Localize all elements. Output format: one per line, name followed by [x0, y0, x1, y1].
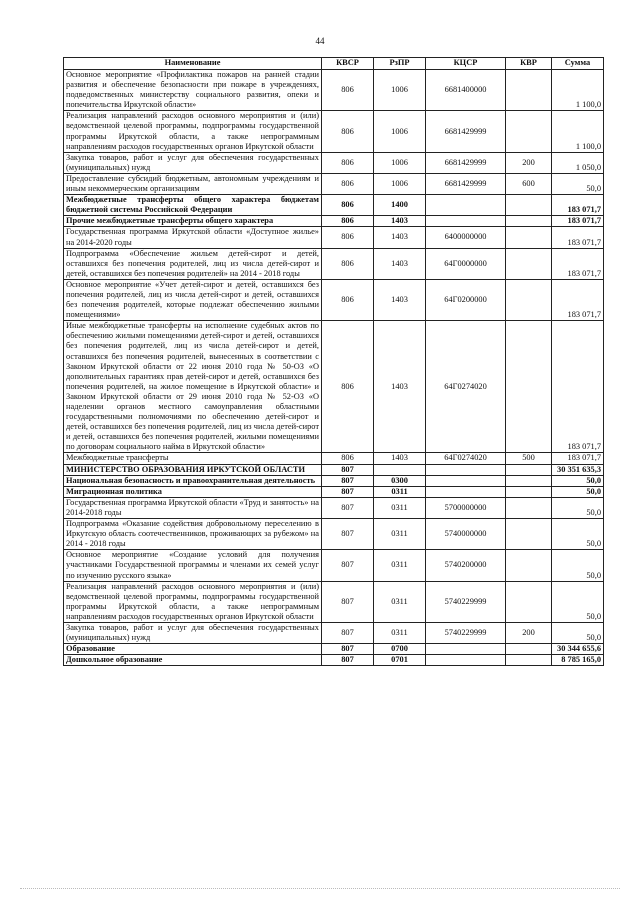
cell-kvr — [506, 519, 552, 550]
cell-name: Государственная программа Иркутской области «Труд и занятость» на 2014-2018 годы — [64, 497, 322, 518]
table-row — [64, 550, 604, 581]
cell-kcsr: 6681429999 — [426, 111, 506, 152]
header-kvr: КВР — [506, 58, 552, 70]
table-body — [64, 70, 604, 666]
table-row — [64, 497, 604, 518]
cell-kcsr: 64Г0274020 — [426, 453, 506, 464]
table-row — [64, 195, 604, 216]
cell-kvsr: 806 — [322, 111, 374, 152]
table-row — [64, 227, 604, 248]
header-name: Наименование — [64, 58, 322, 70]
cell-kcsr — [426, 644, 506, 655]
cell-sum: 50,0 — [552, 486, 604, 497]
table-row — [64, 279, 604, 320]
cell-kvr — [506, 486, 552, 497]
table-row — [64, 581, 604, 622]
cell-kcsr — [426, 475, 506, 486]
cell-name: Реализация направлений расходов основного мероприятия и (или) ведомственной целевой программы, подпрограммы государственной программы Иркутской области, а также непрограммным направлениям расходов государственных органов Иркутской области — [64, 581, 322, 622]
cell-kvsr: 807 — [322, 475, 374, 486]
cell-rzpr: 1403 — [374, 227, 426, 248]
cell-rzpr: 1006 — [374, 111, 426, 152]
cell-name: Миграционная политика — [64, 486, 322, 497]
cell-rzpr: 0311 — [374, 550, 426, 581]
cell-name: Подпрограмма «Оказание содействия добровольному переселению в Иркутскую область соотечественников, проживающих за рубежом» на 2014 - 2018 годы — [64, 519, 322, 550]
cell-kcsr: 6681429999 — [426, 173, 506, 194]
cell-rzpr: 1403 — [374, 321, 426, 453]
cell-kcsr: 5740229999 — [426, 581, 506, 622]
cell-kcsr: 64Г0274020 — [426, 321, 506, 453]
cell-name: Иные межбюджетные трансферты на исполнение судебных актов по обеспечению жилыми помещениями детей-сирот и детей, оставшихся без попечения родителей, лиц из числа детей-сирот и детей, оставшихся без попечения родителей, вынесенных в соответствии с Законом Иркутской области от 22 июня 2010 года № 50-ОЗ «О дополнительных гарантиях прав детей-сирот и детей, оставшихся без попечения родителей, на жилое помещение в Иркутской области» и Законом Иркутской области от 29 июня 2010 года № 52-ОЗ «О наделении органов местного самоуправления областными государственными полномочиями по обеспечению детей-сирот и детей, оставшихся без попечения родителей, лиц из числа детей-сирот и детей, оставшихся без попечения родителей, жилыми помещениями по договорам социального найма в Иркутской области» — [64, 321, 322, 453]
cell-sum: 50,0 — [552, 622, 604, 643]
cell-kvr: 500 — [506, 453, 552, 464]
table-row — [64, 216, 604, 227]
cell-kvr: 200 — [506, 152, 552, 173]
cell-kvsr: 806 — [322, 227, 374, 248]
cell-sum: 1 100,0 — [552, 111, 604, 152]
table-row — [64, 173, 604, 194]
cell-kvsr: 806 — [322, 279, 374, 320]
cell-rzpr: 1006 — [374, 152, 426, 173]
cell-sum: 1 050,0 — [552, 152, 604, 173]
cell-kcsr — [426, 464, 506, 475]
cell-kcsr: 6400000000 — [426, 227, 506, 248]
table-row — [64, 519, 604, 550]
cell-kvsr: 806 — [322, 321, 374, 453]
page-number: 44 — [315, 36, 325, 46]
cell-kvr — [506, 321, 552, 453]
cell-kcsr: 6681400000 — [426, 70, 506, 111]
header-sum: Сумма — [552, 58, 604, 70]
cell-sum: 183 071,7 — [552, 453, 604, 464]
cell-sum: 50,0 — [552, 519, 604, 550]
table-row — [64, 111, 604, 152]
cell-sum: 30 344 655,6 — [552, 644, 604, 655]
scan-artifact-line — [20, 888, 620, 889]
cell-kvsr: 806 — [322, 173, 374, 194]
cell-kvr — [506, 227, 552, 248]
cell-rzpr: 0311 — [374, 622, 426, 643]
cell-rzpr: 0311 — [374, 581, 426, 622]
table-row — [64, 475, 604, 486]
cell-rzpr: 1403 — [374, 216, 426, 227]
cell-sum: 50,0 — [552, 581, 604, 622]
cell-name: Государственная программа Иркутской области «Доступное жилье» на 2014-2020 годы — [64, 227, 322, 248]
cell-sum: 183 071,7 — [552, 279, 604, 320]
cell-kcsr — [426, 216, 506, 227]
cell-sum: 8 785 165,0 — [552, 655, 604, 666]
cell-kvsr: 806 — [322, 195, 374, 216]
cell-rzpr: 0701 — [374, 655, 426, 666]
header-rzpr: РзПР — [374, 58, 426, 70]
cell-rzpr: 1006 — [374, 173, 426, 194]
cell-sum: 183 071,7 — [552, 321, 604, 453]
cell-rzpr: 1006 — [374, 70, 426, 111]
cell-name: Прочие межбюджетные трансферты общего характера — [64, 216, 322, 227]
cell-rzpr: 0311 — [374, 486, 426, 497]
cell-name: МИНИСТЕРСТВО ОБРАЗОВАНИЯ ИРКУТСКОЙ ОБЛАСТИ — [64, 464, 322, 475]
cell-name: Предоставление субсидий бюджетным, автономным учреждениям и иным некоммерческим организациям — [64, 173, 322, 194]
cell-sum: 30 351 635,3 — [552, 464, 604, 475]
table-row — [64, 644, 604, 655]
cell-kvr — [506, 70, 552, 111]
cell-sum: 1 100,0 — [552, 70, 604, 111]
cell-rzpr: 0300 — [374, 475, 426, 486]
cell-sum: 183 071,7 — [552, 227, 604, 248]
cell-kvr — [506, 550, 552, 581]
cell-kvsr: 807 — [322, 581, 374, 622]
cell-kvr — [506, 248, 552, 279]
cell-name: Реализация направлений расходов основного мероприятия и (или) ведомственной целевой программы, подпрограммы государственной программы Иркутской области, а также непрограммным направлениям расходов государственных органов Иркутской области — [64, 111, 322, 152]
cell-kcsr: 5740200000 — [426, 550, 506, 581]
cell-name: Образование — [64, 644, 322, 655]
cell-name: Закупка товаров, работ и услуг для обеспечения государственных (муниципальных) нужд — [64, 152, 322, 173]
table-row — [64, 464, 604, 475]
cell-kvsr: 806 — [322, 453, 374, 464]
cell-rzpr: 0311 — [374, 497, 426, 518]
cell-name: Основное мероприятие «Профилактика пожаров на ранней стадии развития и обеспечение безопасности при пожаре в учреждениях, подведомственных министерству социального развития, опеки и попечительства Иркутской области» — [64, 70, 322, 111]
cell-kvsr: 807 — [322, 644, 374, 655]
cell-rzpr: 0311 — [374, 519, 426, 550]
cell-rzpr: 1403 — [374, 279, 426, 320]
cell-kvr — [506, 644, 552, 655]
cell-rzpr: 0700 — [374, 644, 426, 655]
table-row — [64, 655, 604, 666]
budget-table — [63, 57, 604, 666]
cell-name: Основное мероприятие «Создание условий для получения участниками Государственной программы и членами их семей услуг по изучению русского языка» — [64, 550, 322, 581]
table-row — [64, 321, 604, 453]
table-row — [64, 152, 604, 173]
cell-sum: 50,0 — [552, 173, 604, 194]
cell-name: Подпрограмма «Обеспечение жильем детей-сирот и детей, оставшихся без попечения родителей, лиц из числа детей-сирот и детей, оставшихся без попечения родителей» на 2014 - 2018 годы — [64, 248, 322, 279]
cell-kvr — [506, 195, 552, 216]
cell-kcsr: 5740229999 — [426, 622, 506, 643]
cell-kcsr: 5740000000 — [426, 519, 506, 550]
cell-kvr — [506, 279, 552, 320]
table-row — [64, 453, 604, 464]
cell-rzpr: 1403 — [374, 248, 426, 279]
cell-kvr: 600 — [506, 173, 552, 194]
cell-kvr: 200 — [506, 622, 552, 643]
header-kcsr: КЦСР — [426, 58, 506, 70]
cell-sum: 50,0 — [552, 497, 604, 518]
cell-kcsr: 5700000000 — [426, 497, 506, 518]
cell-sum: 183 071,7 — [552, 195, 604, 216]
cell-kvr — [506, 216, 552, 227]
cell-rzpr: 1400 — [374, 195, 426, 216]
cell-kcsr — [426, 655, 506, 666]
table-row — [64, 248, 604, 279]
cell-kvsr: 807 — [322, 622, 374, 643]
header-row — [64, 58, 604, 70]
cell-kcsr — [426, 486, 506, 497]
cell-kvr — [506, 581, 552, 622]
cell-name: Межбюджетные трансферты общего характера бюджетам бюджетной системы Российской Федерации — [64, 195, 322, 216]
table-row — [64, 70, 604, 111]
cell-kvsr: 806 — [322, 152, 374, 173]
cell-kcsr — [426, 195, 506, 216]
cell-kvsr: 807 — [322, 464, 374, 475]
cell-sum: 183 071,7 — [552, 248, 604, 279]
cell-kvsr: 807 — [322, 486, 374, 497]
cell-sum: 50,0 — [552, 475, 604, 486]
cell-kvsr: 807 — [322, 519, 374, 550]
cell-kvsr: 807 — [322, 655, 374, 666]
cell-kvsr: 807 — [322, 550, 374, 581]
cell-name: Основное мероприятие «Учет детей-сирот и детей, оставшихся без попечения родителей, лиц из числа детей-сирот и детей, оставшихся без попечения родителей, которые подлежат обеспечению жилыми помещениями» — [64, 279, 322, 320]
cell-name: Дошкольное образование — [64, 655, 322, 666]
cell-kcsr: 6681429999 — [426, 152, 506, 173]
cell-kvr — [506, 464, 552, 475]
table-row — [64, 622, 604, 643]
cell-kvr — [506, 655, 552, 666]
cell-kvsr: 807 — [322, 497, 374, 518]
cell-kcsr: 64Г0200000 — [426, 279, 506, 320]
cell-kvsr: 806 — [322, 70, 374, 111]
cell-rzpr: 1403 — [374, 453, 426, 464]
table-row — [64, 486, 604, 497]
cell-name: Национальная безопасность и правоохранительная деятельность — [64, 475, 322, 486]
header-kvsr: КВСР — [322, 58, 374, 70]
cell-kvsr: 806 — [322, 216, 374, 227]
cell-kvr — [506, 475, 552, 486]
cell-sum: 50,0 — [552, 550, 604, 581]
cell-kcsr: 64Г0000000 — [426, 248, 506, 279]
cell-kvsr: 806 — [322, 248, 374, 279]
cell-kvr — [506, 111, 552, 152]
cell-name: Закупка товаров, работ и услуг для обеспечения государственных (муниципальных) нужд — [64, 622, 322, 643]
cell-sum: 183 071,7 — [552, 216, 604, 227]
cell-rzpr — [374, 464, 426, 475]
cell-kvr — [506, 497, 552, 518]
cell-name: Межбюджетные трансферты — [64, 453, 322, 464]
